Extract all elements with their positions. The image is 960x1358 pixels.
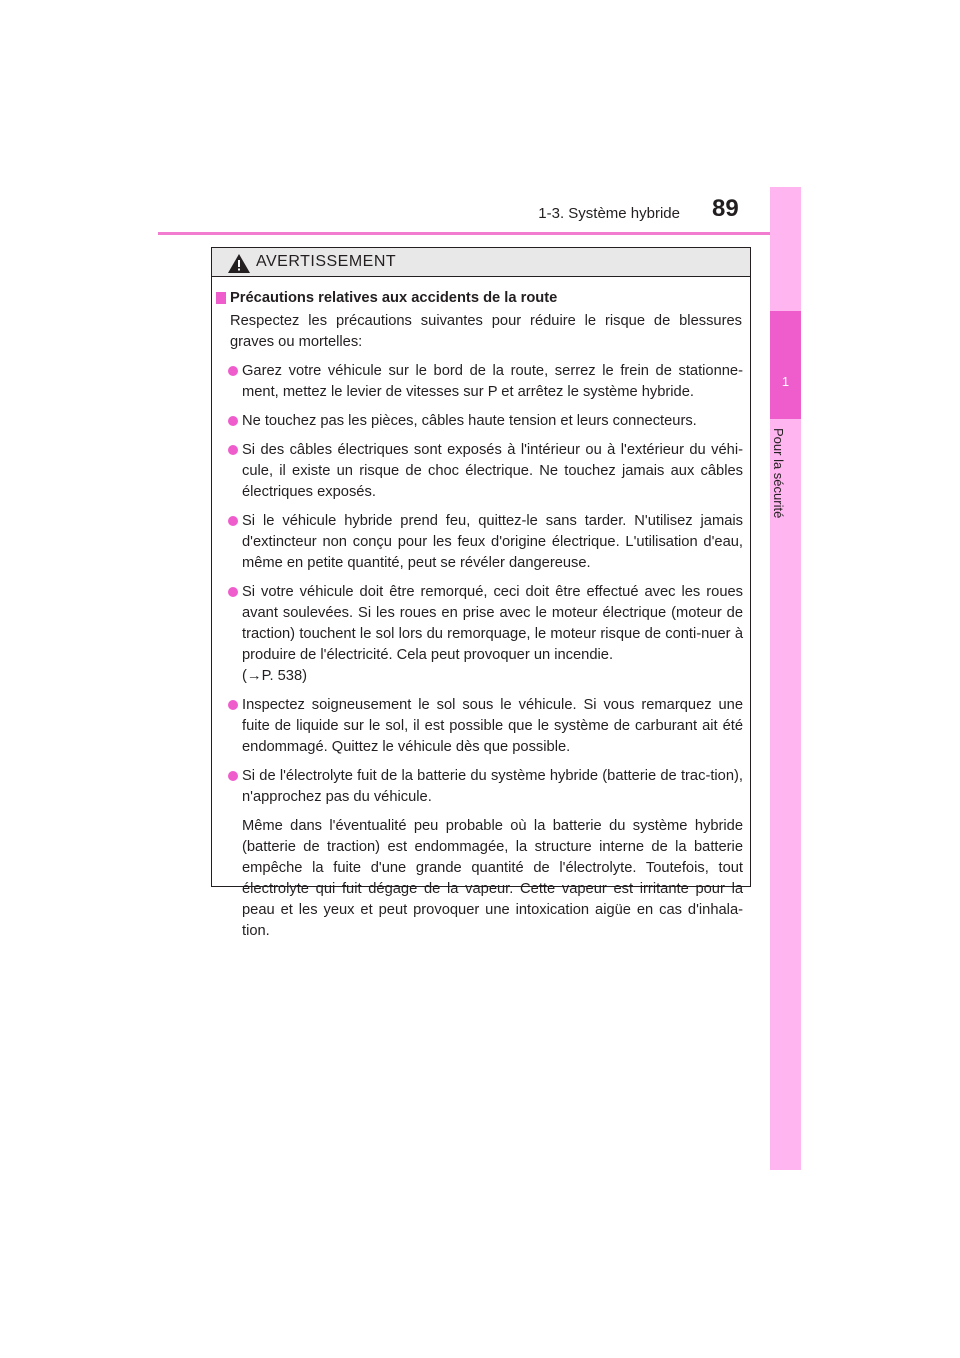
round-bullet-icon xyxy=(228,771,238,781)
bullet-item xyxy=(212,411,750,432)
section-title: 1-3. Système hybride xyxy=(538,205,680,222)
page-number: 89 xyxy=(712,195,739,222)
round-bullet-icon xyxy=(228,516,238,526)
round-bullet-icon xyxy=(228,587,238,597)
warning-header xyxy=(212,248,750,277)
warning-box xyxy=(211,247,751,939)
bullet-item xyxy=(212,440,750,503)
chapter-number: 1 xyxy=(781,374,790,389)
bullet-text: Garez votre véhicule sur le bord de la route, serrez le frein de stationne-ment, mettez le levier de vitesses sur P et arrêtez le système hybride. xyxy=(242,363,743,400)
intro-paragraph: Respectez les précautions suivantes pour réduire le risque de blessures graves ou mortelles: xyxy=(230,313,742,350)
round-bullet-icon xyxy=(228,445,238,455)
warning-body xyxy=(212,288,750,942)
bullet-item xyxy=(212,511,750,574)
bullet-text: Si votre véhicule doit être remorqué, ceci doit être effectué avec les roues avant soulevées. Si les roues en prise avec le moteur électrique (moteur de traction) touchent le sol lors du remorquage, le moteur risque de conti-nuer à produire de l'électricité. Cela peut provoquer un incendie. xyxy=(242,584,743,663)
page-reference-link[interactable]: (→P. 538) xyxy=(242,668,308,684)
bullet-text: Si le véhicule hybride prend feu, quittez-le sans tarder. N'utilisez jamais d'extincteur non conçu pour les feux d'origine électrique. L'utilisation d'eau, même en petite quantité, peut se révéler dangereuse. xyxy=(242,513,743,571)
bullet-item xyxy=(212,695,750,758)
warning-title: AVERTISSEMENT xyxy=(256,253,397,270)
chapter-label: Pour la sécurité xyxy=(771,428,786,519)
round-bullet-icon xyxy=(228,366,238,376)
subsection-heading xyxy=(212,288,750,309)
continuation-paragraph: Même dans l'éventualité peu probable où la batterie du système hybride (batterie de traction) est endommagée, la structure interne de la batterie empêche la fuite d'une grande quantité de l'électrolyte. Toutefois, tout électrolyte qui fuit dégage de la vapeur. Cette vapeur est irritante pour la peau et les yeux et peut provoquer une intoxication aigüe en cas d'inhala-tion. xyxy=(242,818,743,939)
warning-triangle-icon xyxy=(228,254,250,273)
bullet-text: Si des câbles électriques sont exposés à l'intérieur ou à l'extérieur du véhi-cule, il existe un risque de choc électrique. Ne touchez jamais aux câbles électriques exposés. xyxy=(242,442,743,500)
subsection-heading-text: Précautions relatives aux accidents de la route xyxy=(230,290,558,306)
bullet-text: Ne touchez pas les pièces, câbles haute tension et leurs connecteurs. xyxy=(242,413,697,429)
bullet-item xyxy=(212,582,750,687)
bullet-item xyxy=(212,361,750,403)
square-bullet-icon xyxy=(216,292,226,304)
round-bullet-icon xyxy=(228,700,238,710)
round-bullet-icon xyxy=(228,416,238,426)
header-rule xyxy=(158,232,801,235)
bullet-item xyxy=(212,766,750,808)
chapter-tab[interactable] xyxy=(770,311,801,419)
bullet-text: Inspectez soigneusement le sol sous le véhicule. Si vous remarquez une fuite de liquide sur le sol, il est possible que le système de carburant ait été endommagé. Quittez le véhicule dès que possible. xyxy=(242,697,743,755)
bullet-text: Si de l'électrolyte fuit de la batterie du système hybride (batterie de trac-tion), n'approchez pas du véhicule. xyxy=(242,768,743,805)
